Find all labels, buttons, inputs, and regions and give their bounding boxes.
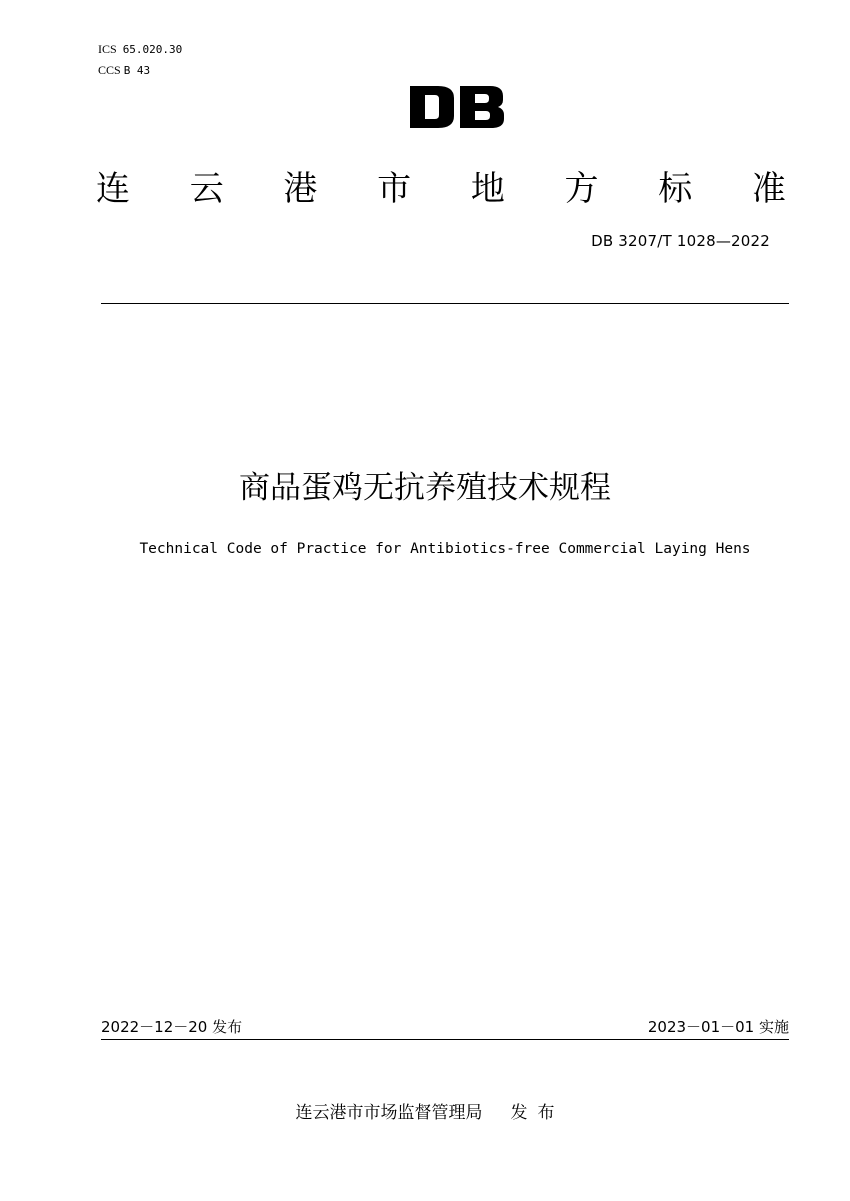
category-char: 准 [751,168,786,209]
ccs-code: B 43 [123,64,151,77]
category-char: 连 [96,168,130,209]
issuer-action-1: 发 [510,1103,528,1123]
issuer-action-2: 布 [537,1103,555,1123]
issue-date: 2022－12－20 发布 [101,1018,243,1036]
category-char: 云 [189,168,224,209]
standard-number: DB 3207/T 1028—2022 [591,232,770,250]
category-char: 地 [470,168,505,209]
bottom-divider [101,1039,789,1040]
ics-line [98,42,182,57]
ccs-line [98,63,150,78]
category-char: 市 [377,168,412,209]
issuer-line [0,1098,850,1123]
chinese-title: 商品蛋鸡无抗养殖技术规程 [239,470,611,506]
english-title: Technical Code of Practice for Antibiotics-free Commercial Laying Hens [139,541,751,557]
implementation-date: 2023－01－01 实施 [647,1018,789,1036]
db-logo [408,86,506,128]
ics-label: ICS [98,42,117,56]
top-divider [101,303,789,304]
category-char: 港 [283,168,318,209]
issuer-name: 连云港市市场监督管理局 [295,1103,483,1123]
standard-category-title [96,160,786,210]
ics-code: 65.020.30 [122,43,183,56]
category-char: 方 [564,168,599,209]
ccs-label: CCS [98,63,121,77]
category-char: 标 [658,168,693,209]
